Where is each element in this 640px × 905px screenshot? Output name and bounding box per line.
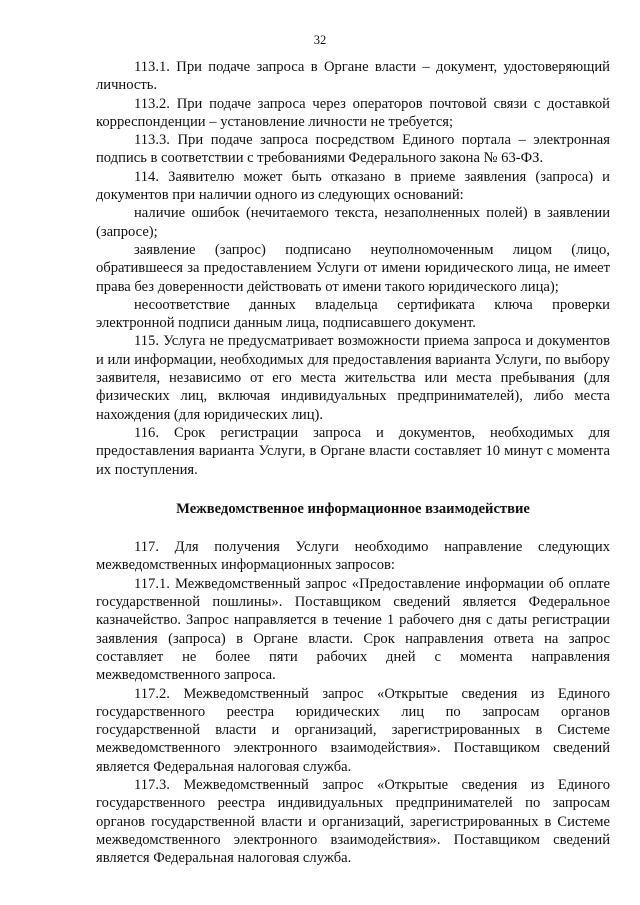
paragraph-113-1: 113.1. При подаче запроса в Органе власти – документ, удостоверяющий личность.: [96, 59, 610, 94]
paragraph-114-reason-1: наличие ошибок (нечитаемого текста, незаполненных полей) в заявлении (запросе);: [96, 205, 610, 240]
paragraph-114-reason-3: несоответствие данных владельца сертификата ключа проверки электронной подписи данным лица, подписавшего документ.: [96, 296, 610, 332]
paragraph-113-2: 113.2. При подаче запроса через операторов почтовой связи с доставкой корреспонденции – установление личности не требуется;: [96, 95, 610, 130]
paragraph-113-3: 113.3. При подаче запроса посредством Единого портала – электронная подпись в соответствии с требованиями Федерального закона № 63-ФЗ.: [96, 132, 610, 167]
paragraph-116: 116. Срок регистрации запроса и документов, необходимых для предоставления варианта Услуги, в Органе власти составляет 10 минут с момента их поступления.: [96, 424, 610, 478]
document-body: [96, 58, 610, 867]
paragraph-117-2: 117.2. Межведомственный запрос «Открытые сведения из Единого государственного реестра юридических лиц по запросам органов государственной власти и организаций, зарегистрированных в Системе межведомственного электронного взаимодействия». Поставщиком сведений является Федеральная налоговая служба.: [96, 685, 610, 775]
page-number: 32: [313, 33, 327, 47]
paragraph-117-3: 117.3. Межведомственный запрос «Открытые сведения из Единого государственного реестра индивидуальных предпринимателей по запросам органов государственной власти и организаций, зарегистрированных в Системе межведомственного электронного взаимодействия». Поставщиком сведений является Федеральная налоговая служба.: [96, 776, 610, 867]
paragraph-115: 115. Услуга не предусматривает возможности приема запроса и документов и или информации, необходимых для предоставления варианта Услуги, по выбору заявителя, независимо от его места жительства или места пребывания (для физических лиц, включая индивидуальных предпринимателей), либо места нахождения (для юридических лиц).: [96, 333, 610, 423]
section-heading: Межведомственное информационное взаимодействие: [176, 500, 530, 517]
paragraph-117: 117. Для получения Услуги необходимо направление следующих межведомственных информационных запросов:: [96, 539, 610, 574]
paragraph-117-1: 117.1. Межведомственный запрос «Предоставление информации об оплате государственной пошлины». Поставщиком сведений является Федеральное казначейство. Запрос направляется в течение 1 рабочего дня с даты регистрации заявления (запроса) в Органе власти. Срок направления ответа на запрос составляет не более пяти рабочих дней с момента направления межведомственного запроса.: [96, 575, 610, 684]
paragraph-114-reason-2: заявление (запрос) подписано неуполномоченным лицом (лицо, обратившееся за предоставлением Услуги от имени юридического лица, не имеет права без доверенности действовать от имени такого юридического лица);: [96, 241, 610, 295]
paragraph-114: 114. Заявителю может быть отказано в приеме заявления (запроса) и документов при наличии одного из следующих оснований:: [96, 168, 610, 204]
